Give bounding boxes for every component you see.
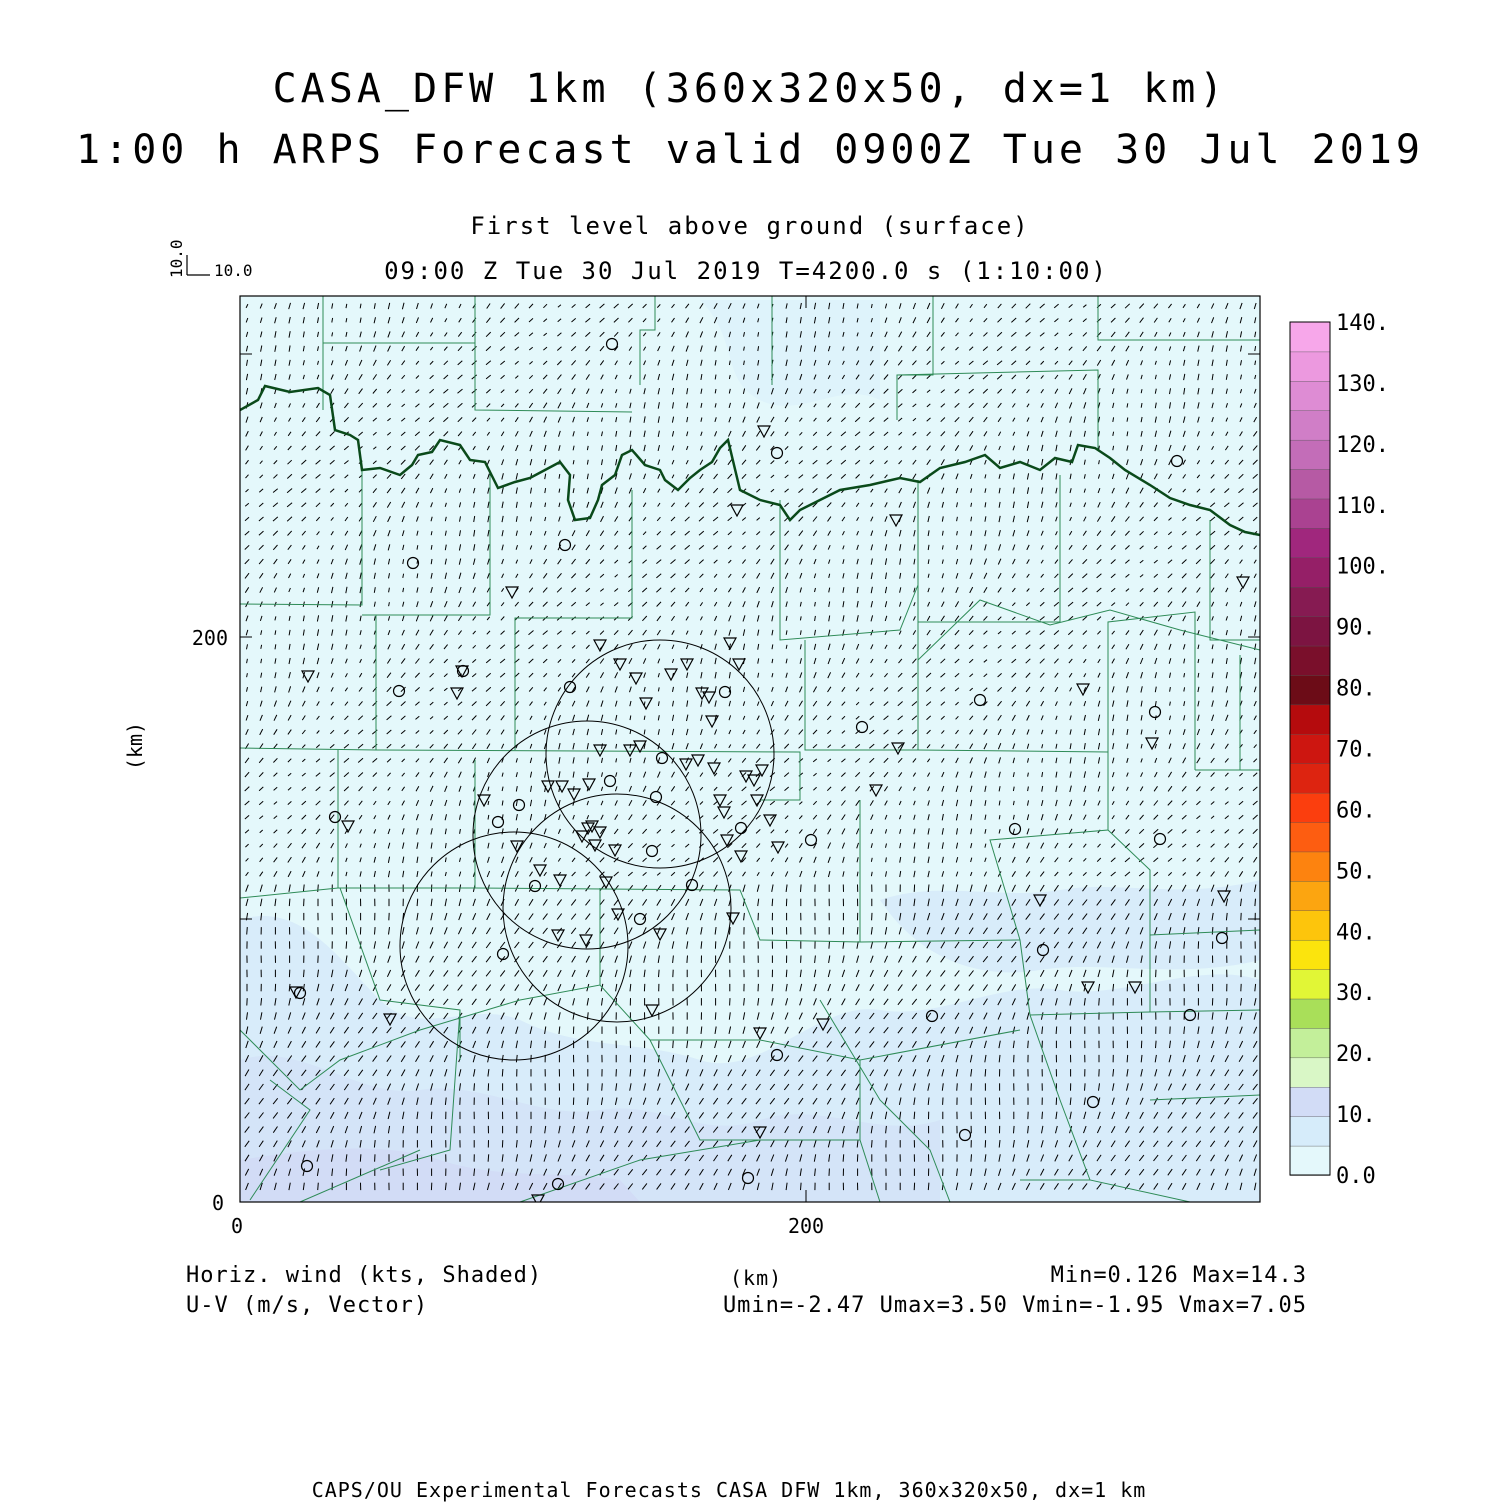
footer-right-minmax: Min=0.126 Max=14.3 (1051, 1263, 1307, 1288)
colorbar-label: 140. (1336, 311, 1389, 336)
wind-vector (900, 899, 901, 906)
subtitle-time: 09:00 Z Tue 30 Jul 2019 T=4200.0 s (1:10:00) (0, 257, 1492, 285)
colorbar-swatch (1290, 410, 1330, 440)
wind-vector (375, 927, 376, 934)
wind-vector (1042, 1112, 1043, 1119)
colorbar-swatch (1290, 1057, 1330, 1087)
title-line-2: 1:00 h ARPS Forecast valid 0900Z Tue 30 Jul 2019 (0, 127, 1500, 173)
wind-vector (1056, 1027, 1057, 1034)
colorbar-label: 130. (1336, 372, 1389, 397)
wind-vector (772, 899, 773, 906)
wind-vector (673, 1041, 674, 1048)
colorbar-swatch (1290, 940, 1330, 970)
wind-vector (1141, 970, 1142, 977)
wind-vector (928, 1183, 929, 1190)
colorbar-label: 110. (1336, 494, 1389, 519)
colorbar-label: 40. (1336, 920, 1376, 945)
wind-vector (801, 885, 802, 892)
wind-vector (360, 1154, 361, 1161)
wind-vector (1127, 1055, 1128, 1062)
colorbar-swatch (1290, 851, 1330, 881)
colorbar-label: 90. (1336, 616, 1376, 641)
colorbar-swatch (1290, 704, 1330, 734)
colorbar-swatch (1290, 381, 1330, 411)
reference-vector-u-label: 10.0 (214, 261, 253, 280)
wind-vector (843, 1154, 844, 1161)
wind-vector (1156, 1041, 1157, 1048)
credit-line: CAPS/OU Experimental Forecasts CASA DFW 1km, 360x320x50, dx=1 km (0, 1478, 1458, 1502)
colorbar-swatch (1290, 1146, 1330, 1176)
wind-vector (318, 885, 319, 892)
wind-vector (985, 1069, 986, 1076)
colorbar-label: 30. (1336, 981, 1376, 1006)
colorbar-swatch (1290, 469, 1330, 499)
wind-vector (1255, 899, 1256, 906)
wind-vector (872, 1140, 873, 1147)
wind-vector (1227, 998, 1228, 1005)
wind-vector (1099, 998, 1100, 1005)
wind-vector (957, 1083, 958, 1090)
colorbar-swatch (1290, 616, 1330, 646)
reference-vector-v-label: 10.0 (167, 239, 186, 278)
wind-vector (488, 1154, 489, 1161)
colorbar-label: 120. (1336, 433, 1389, 458)
wind-vector (1014, 1126, 1015, 1133)
colorbar-swatch (1290, 763, 1330, 793)
colorbar-swatch (1290, 793, 1330, 823)
footer-left-vector-label: U-V (m/s, Vector) (186, 1293, 428, 1318)
wind-vector (431, 1112, 432, 1119)
colorbar-swatch (1290, 999, 1330, 1029)
colorbar-swatch (1290, 498, 1330, 528)
colorbar-swatch (1290, 1116, 1330, 1146)
colorbar-swatch (1290, 969, 1330, 999)
colorbar-swatch (1290, 734, 1330, 764)
colorbar-label: 20. (1336, 1042, 1376, 1067)
wind-vector (616, 998, 617, 1005)
colorbar-swatch (1290, 910, 1330, 940)
wind-vector (531, 1126, 532, 1133)
colorbar-label: 50. (1336, 859, 1376, 884)
wind-vector (559, 1112, 560, 1119)
colorbar-swatch (1290, 881, 1330, 911)
wind-vector (545, 1041, 546, 1048)
colorbar-swatch (1290, 675, 1330, 705)
wind-vector (829, 941, 830, 948)
colorbar-swatch (1290, 646, 1330, 676)
colorbar-swatch (1290, 351, 1330, 381)
wind-vector (1212, 927, 1213, 934)
x-tick-0: 0 (231, 1214, 243, 1238)
wind-vector (346, 941, 347, 948)
colorbar-label: 60. (1336, 798, 1376, 823)
footer-right-uv-extremes: Umin=-2.47 Umax=3.50 Vmin=-1.95 Vmax=7.05 (723, 1293, 1307, 1318)
colorbar-label: 10. (1336, 1103, 1376, 1128)
y-tick-200: 200 (192, 626, 228, 650)
colorbar-swatch (1290, 1087, 1330, 1117)
colorbar (1290, 311, 1389, 1189)
y-tick-0: 0 (212, 1191, 224, 1215)
wind-vector (914, 1112, 915, 1119)
x-tick-200: 200 (788, 1214, 824, 1238)
y-axis-label: (km) (123, 722, 147, 770)
wind-vector (247, 927, 248, 934)
wind-vector (318, 1183, 319, 1190)
title-line-1: CASA_DFW 1km (360x320x50, dx=1 km) (0, 66, 1500, 112)
colorbar-swatch (1290, 557, 1330, 587)
footer-left-shaded-label: Horiz. wind (kts, Shaded) (186, 1263, 542, 1288)
wind-vector (1085, 1083, 1086, 1090)
wind-vector (602, 1083, 603, 1090)
wind-vector (644, 1055, 645, 1062)
colorbar-swatch (1290, 587, 1330, 617)
wind-vector (786, 970, 787, 977)
wind-vector (474, 1083, 475, 1090)
wind-vector (417, 899, 418, 906)
colorbar-label: 0.0 (1336, 1164, 1376, 1189)
wind-speed-shading (240, 296, 1260, 1202)
wind-vector (857, 927, 858, 934)
x-axis-label: (km) (730, 1266, 782, 1290)
subtitle-level: First level above ground (surface) (0, 212, 1500, 240)
colorbar-label: 70. (1336, 738, 1376, 763)
wind-vector (971, 1154, 972, 1161)
colorbar-swatch (1290, 1028, 1330, 1058)
wind-vector (389, 1140, 390, 1147)
wind-vector (1198, 1012, 1199, 1019)
wind-vector (502, 1069, 503, 1076)
colorbar-label: 80. (1336, 677, 1376, 702)
wind-vector (801, 1183, 802, 1190)
wind-vector (1170, 956, 1171, 963)
colorbar-label: 100. (1336, 555, 1389, 580)
colorbar-swatch (1290, 322, 1330, 352)
colorbar-swatch (1290, 440, 1330, 470)
wind-vector (659, 970, 660, 977)
wind-vector (304, 970, 305, 977)
wind-vector (1028, 1041, 1029, 1048)
wind-vector (687, 956, 688, 963)
wind-vector (715, 1012, 716, 1019)
colorbar-swatch (1290, 822, 1330, 852)
wind-vector (289, 899, 290, 906)
colorbar-swatch (1290, 528, 1330, 558)
